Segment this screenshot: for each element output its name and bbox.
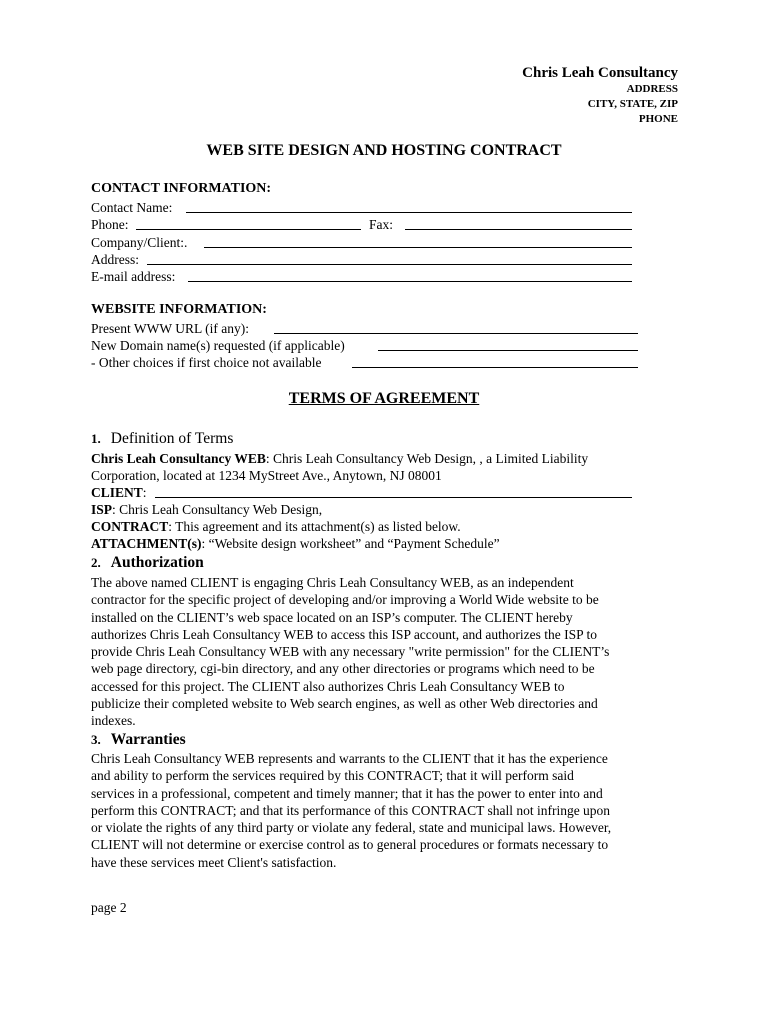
phone-label: Phone:	[91, 217, 129, 232]
phone-line	[136, 229, 361, 230]
warranties-paragraph	[91, 750, 681, 871]
paragraph-line: accessed for this project. The CLIENT also authorizes Chris Leah Consultancy WEB to	[91, 678, 565, 694]
term-attachment: ATTACHMENT(s)	[91, 536, 202, 551]
url-label: Present WWW URL (if any):	[91, 321, 249, 336]
contact-name-label: Contact Name:	[91, 200, 173, 215]
section2-title: Authorization	[110, 554, 204, 571]
section1-heading	[91, 430, 233, 448]
paragraph-line: and ability to perform the services required by this CONTRACT; that it will perform said	[91, 768, 574, 784]
url-line	[274, 333, 638, 334]
fax-line	[405, 229, 632, 230]
definition-contract	[91, 518, 461, 535]
authorization-paragraph	[91, 574, 681, 730]
contact-heading: CONTACT INFORMATION:	[91, 181, 272, 196]
company-client-line	[204, 247, 632, 248]
letterhead	[522, 64, 678, 127]
section1-title: Definition of Terms	[110, 430, 234, 447]
term-client: CLIENT	[91, 485, 143, 500]
company-city: CITY, STATE, ZIP	[587, 98, 678, 110]
term-web: Chris Leah Consultancy WEB	[91, 451, 266, 466]
term-contract-def: : This agreement and its attachment(s) as listed below.	[168, 519, 461, 534]
company-address: ADDRESS	[626, 83, 678, 95]
definition-web-cont: Corporation, located at 1234 MyStreet Ave., Anytown, NJ 08001	[91, 468, 442, 483]
paragraph-line: have these services meet Client's satisfaction.	[91, 854, 337, 870]
address-line	[147, 264, 632, 265]
definition-isp	[91, 501, 322, 518]
paragraph-line: provide Chris Leah Consultancy WEB with any necessary "write permission" for the CLIENT’s	[91, 644, 610, 660]
contact-name-line	[186, 212, 632, 213]
definition-client	[91, 484, 147, 501]
website-heading: WEBSITE INFORMATION:	[91, 302, 267, 317]
term-client-colon: :	[142, 485, 147, 500]
section1-number: 1.	[91, 431, 101, 446]
paragraph-line: The above named CLIENT is engaging Chris Leah Consultancy WEB, as an independent	[91, 575, 574, 590]
term-web-def: : Chris Leah Consultancy Web Design, , a Limited Liability	[265, 451, 589, 466]
definition-attachment	[91, 535, 500, 552]
domain-label: New Domain name(s) requested (if applicable)	[91, 338, 345, 353]
company-client-label: Company/Client:.	[91, 235, 188, 250]
paragraph-line: or violate the rights of any third party or violate any federal, state and municipal laws. However,	[91, 820, 612, 836]
address-label: Address:	[91, 252, 139, 267]
page-number: page 2	[91, 900, 127, 915]
paragraph-line: installed on the CLIENT’s web space located on an ISP’s computer. The CLIENT hereby	[91, 609, 573, 625]
paragraph-line: contractor for the specific project of developing and/or improving a World Wide website to be	[91, 592, 599, 608]
paragraph-line: authorizes Chris Leah Consultancy WEB to access this ISP account, and authorizes the ISP to	[91, 626, 598, 642]
fax-label: Fax:	[369, 217, 394, 232]
company-phone: PHONE	[638, 113, 678, 125]
email-line	[188, 281, 632, 282]
paragraph-line: indexes.	[91, 713, 136, 729]
email-label: E-mail address:	[91, 269, 176, 284]
term-attachment-def: : “Website design worksheet” and “Payment Schedule”	[201, 536, 500, 551]
paragraph-line: services in a professional, competent and timely manner; that it has the power to enter into and	[91, 785, 603, 801]
client-line	[155, 497, 632, 498]
other-choices-label: - Other choices if first choice not available	[91, 355, 322, 370]
term-contract: CONTRACT	[91, 519, 169, 534]
document-title: WEB SITE DESIGN AND HOSTING CONTRACT	[206, 142, 562, 159]
term-isp: ISP	[91, 502, 113, 517]
paragraph-line: perform this CONTRACT; and that its performance of this CONTRACT shall not infringe upon	[91, 802, 611, 818]
section3-title: Warranties	[110, 731, 186, 748]
section2-heading	[91, 554, 204, 572]
company-name: Chris Leah Consultancy	[522, 65, 678, 81]
paragraph-line: Chris Leah Consultancy WEB represents and warrants to the CLIENT that it has the experience	[91, 751, 608, 766]
term-isp-def: : Chris Leah Consultancy Web Design,	[112, 502, 323, 517]
domain-line	[378, 350, 638, 351]
terms-heading: TERMS OF AGREEMENT	[288, 390, 480, 407]
paragraph-line: web page directory, cgi-bin directory, and any other directories or programs which need to be	[91, 661, 595, 677]
section3-number: 3.	[91, 732, 101, 747]
paragraph-line: publicize their completed website to Web search engines, as well as other Web directories and	[91, 696, 598, 712]
section3-heading	[91, 731, 186, 749]
other-choices-line	[352, 367, 638, 368]
section2-number: 2.	[91, 555, 101, 570]
definition-web	[91, 450, 588, 467]
paragraph-line: CLIENT will not determine or exercise control as to general procedures or formats necessary to	[91, 837, 609, 853]
